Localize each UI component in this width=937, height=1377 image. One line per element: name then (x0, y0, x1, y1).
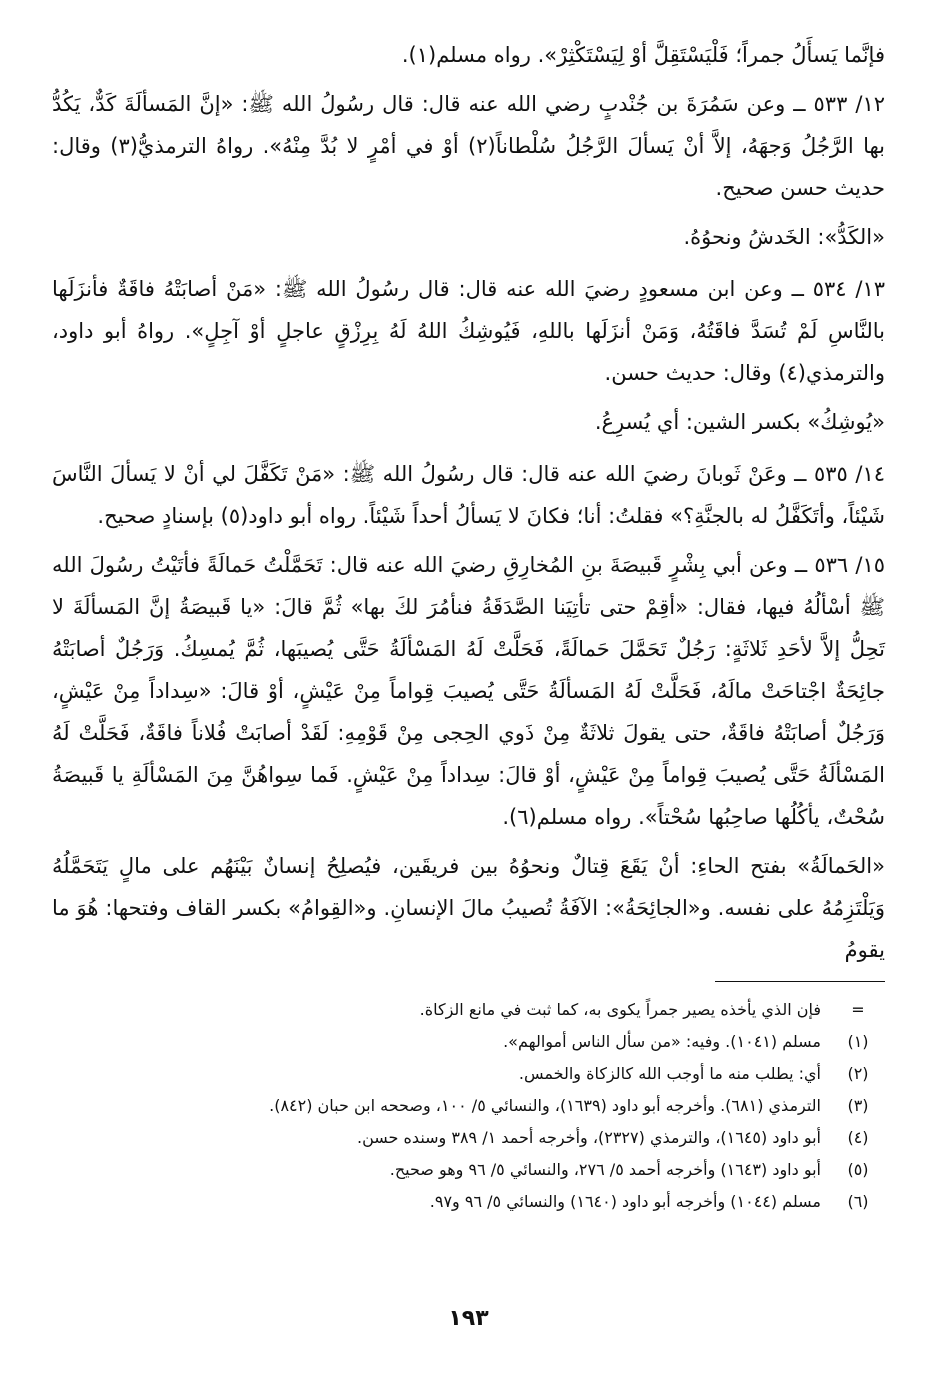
gloss-yushik: «يُوشِكُ» بكسر الشين: أي يُسرِعُ. (594, 410, 885, 434)
footnote-divider (715, 981, 885, 982)
footnote-text: مسلم (١٠٤٤) وأخرجه أبو داود (١٦٤٠) والنسائي ٥/ ٩٦ و٩٧. (429, 1192, 821, 1211)
footnote-item (52, 994, 885, 1026)
footnote-text: أبو داود (١٦٤٣) وأخرجه أحمد ٥/ ٢٧٦، والنسائي ٥/ ٩٦ وهو صحيح. (389, 1160, 821, 1179)
footnote-text: أبو داود (١٦٤٥)، والترمذي (٢٣٢٧)، وأخرجه أحمد ١/ ٣٨٩ وسنده حسن. (357, 1128, 821, 1147)
footnote-item (52, 1090, 885, 1122)
gloss-hamala: «الحَمالَةُ» بفتح الحاءِ: أنْ يَقَعَ قِتالٌ ونحوُهُ بين فريقَين، فيُصلِحُ إنسانٌ بَيْنَهُم على مالٍ يَتَحَمَّلُهُ وَيَلْتَزِمُهُ على نفسه. و«الجائِحَةُ»: الآفَةُ تُصيبُ مالَ الإنسانِ. و«القِوامُ» بكسر القاف وفتحها: هُوَ ما يقومُ (52, 854, 885, 962)
page-number: ١٩٣ (448, 1306, 489, 1331)
footnote-number: (٣) (847, 1096, 869, 1115)
footnote-item (52, 1058, 885, 1090)
footnote-item (52, 1186, 885, 1218)
hadith-534: ١٣/ ٥٣٤ ــ وعن ابن مسعودٍ رضيَ الله عنه قال: قال رسُولُ الله ﷺ: «مَنْ أصابَتْهُ فاقَةٌ فأنزَلَها بالنَّاسِ لَمْ تُسَدَّ فاقَتُهُ، وَمَنْ أنزَلَها باللهِ، فَيُوشِكُ اللهُ لَهُ بِرِزْقٍ عاجلٍ أوْ آجِلٍ». رواهُ أبو داود، والترمذي(٤) وقال: حديث حسن. (52, 277, 885, 385)
hadith-533: ١٢/ ٥٣٣ ــ وعن سَمُرَةَ بن جُنْدبٍ رضي الله عنه قال: قال رسُولُ الله ﷺ: «إنَّ المَسألَةَ كَدٌّ، يَكُدُّ بها الرَّجُلُ وَجهَهُ، إلاَّ أنْ يَسألَ الرَّجُلُ سُلْطاناً(٢) أوْ في أمْرٍ لا بُدَّ مِنْهُ». رواهُ الترمذيُّ(٣) وقال: حديث حسن صحيح. (52, 92, 886, 200)
footnote-text: مسلم (١٠٤١). وفيه: «من سأل الناس أموالهم». (503, 1032, 821, 1051)
footnotes (52, 994, 885, 1218)
paragraph-continuation: فإنَّما يَسأَلُ جمراً؛ فَلْيَسْتَقِلَّ أوْ لِيَسْتَكْثِرْ». رواه مسلم(١). (401, 43, 885, 67)
footnote-item (52, 1154, 885, 1186)
footnote-item (52, 1122, 885, 1154)
footnote-text: الترمذي (٦٨١). وأخرجه أبو داود (١٦٣٩)، والنسائي ٥/ ١٠٠، وصححه ابن حبان (٨٤٢). (269, 1096, 821, 1115)
hadith-536: ١٥/ ٥٣٦ ــ وعن أبي بِشْرٍ قَبيصَةَ بنِ المُخارِقِ رضيَ الله عنه قال: تَحَمَّلْتُ حَمالَةً فأتَيْتُ رسُولَ الله ﷺ أسْألُهُ فيها، فقال: «أقِمْ حتى تأتِيَنا الصَّدَقَةُ فنأمُرَ لكَ بها» ثُمَّ قالَ: «يا قَبيصَةُ إنَّ المَسألَةَ لا تَحِلُّ إلاَّ لأحَدِ ثَلاثَةٍ: رَجُلٌ تَحَمَّلَ حَمالَةً، فَحَلَّتْ لَهُ المَسْألَةُ حَتَّى يُصيبَها، ثُمَّ يُمسِكُ. وَرَجُلٌ أصابَتْهُ جائِحَةٌ اجْتاحَتْ مالَهُ، فَحَلَّتْ لَهُ المَسألَةُ حَتَّى يُصيبَ قِواماً مِنْ عَيْشٍ، أوْ قالَ: «سِداداً مِنْ عَيْشٍ، وَرَجُلٌ أصابَتْهُ فاقَةٌ، حتى يقولَ ثلاثَةٌ مِنْ ذَوي الحِجى مِنْ قَوْمِهِ: لَقَدْ أصابَتْ فُلاناً فاقَةٌ، فَحَلَّتْ لَهُ المَسْألَةُ حَتَّى يُصيبَ قِواماً مِنْ عَيْشٍ، أوْ قالَ: سِداداً مِنْ عَيْشٍ. فَما سِواهُنَّ مِنَ المَسْألَةِ يا قَبيصَةُ سُحْتٌ، يأكُلُها صاحِبُها سُحْتاً». رواه مسلم(٦). (52, 553, 885, 829)
main-text (52, 34, 885, 971)
footnote-item (52, 1026, 885, 1058)
footnote-text: أي: يطلب منه ما أوجب الله كالزكاة والخمس. (518, 1064, 821, 1083)
hadith-535: ١٤/ ٥٣٥ ــ وعَنْ ثَوبانَ رضيَ الله عنه قال: قال رسُولُ الله ﷺ: «مَنْ تَكَفَّلَ لي أنْ لا يَسألَ النَّاسَ شَيْئاً، وأتَكَفَّلُ له بالجنَّةِ؟» فقلتُ: أنا؛ فكانَ لا يَسألُ أحداً شَيْئاً. رواه أبو داود(٥) بإسنادٍ صحيح. (52, 462, 885, 528)
footnote-number: (١) (847, 1032, 869, 1051)
footnote-text: فإن الذي يأخذه يصير جمراً يكوى به، كما ثبت في مانع الزكاة. (419, 1000, 821, 1019)
footnote-number: = (851, 1000, 865, 1019)
footnote-number: (٤) (847, 1128, 869, 1147)
footnote-number: (٥) (847, 1160, 869, 1179)
footnote-number: (٢) (847, 1064, 869, 1083)
footnote-number: (٦) (847, 1192, 869, 1211)
gloss-kadd: «الكَدُّ»: الخَدشُ ونحوُهُ. (683, 225, 885, 249)
